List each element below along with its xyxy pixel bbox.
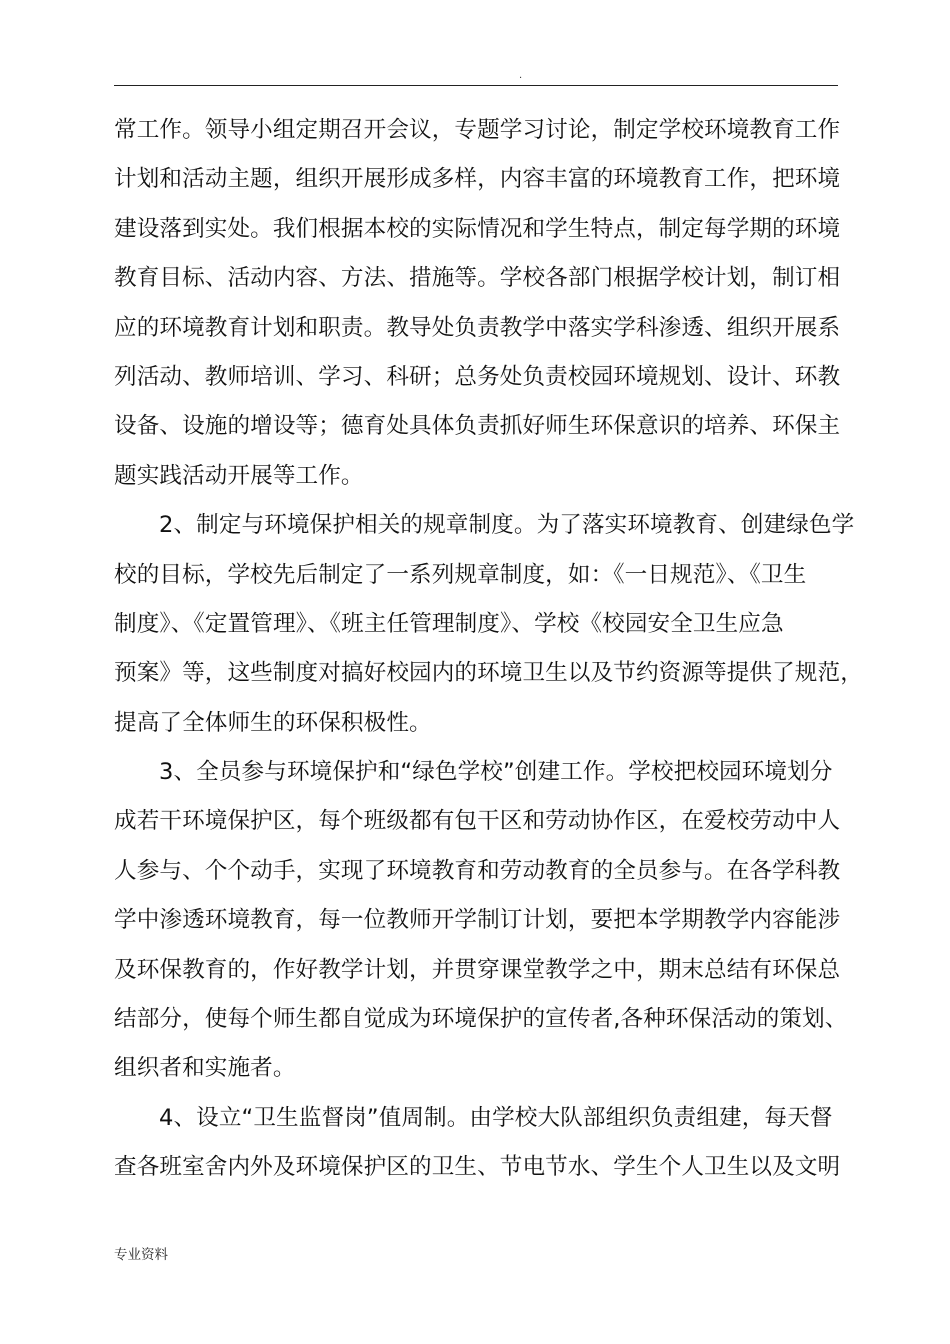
header-mark: . — [519, 70, 523, 81]
body-line: 人参与、个个动手，实现了环境教育和劳动教育的全员参与。在各学科教 — [114, 857, 841, 884]
body-line: 学中渗透环境教育，每一位教师开学制订计划，要把本学期教学内容能涉 — [114, 907, 841, 934]
body-line: 及环保教育的，作好教学计划，并贯穿课堂教学之中，期末总结有环保总 — [114, 956, 841, 983]
header-rule — [114, 85, 838, 86]
body-line: 列活动、教师培训、学习、科研；总务处负责校园环境规划、设计、环教 — [114, 363, 841, 390]
body-line: 设备、设施的增设等；德育处具体负责抓好师生环保意识的培养、环保主 — [114, 413, 841, 440]
body-line: 教育目标、活动内容、方法、措施等。学校各部门根据学校计划，制订相 — [114, 265, 841, 292]
body-line: 常工作。领导小组定期召开会议，专题学习讨论，制定学校环境教育工作 — [114, 117, 841, 143]
body-line: 组织者和实施者。 — [114, 1055, 296, 1082]
body-line: 预案》等，这些制度对搞好校园内的环境卫生以及节约资源等提供了规范， — [114, 660, 863, 687]
body-line: 建设落到实处。我们根据本校的实际情况和学生特点，制定每学期的环境 — [114, 215, 841, 242]
body-line: 题实践活动开展等工作。 — [114, 462, 364, 489]
footer-label: 专业资料 — [114, 1247, 168, 1263]
body-line: 校的目标，学校先后制定了一系列规章制度，如：《一日规范》、《卫生 — [114, 561, 807, 588]
body-line: 成若干环境保护区，每个班级都有包干区和劳动协作区，在爱校劳动中人 — [114, 808, 841, 835]
body-line: 查各班室舍内外及环境保护区的卫生、节电节水、学生个人卫生以及文明 — [114, 1154, 841, 1181]
document-body — [114, 106, 863, 1193]
body-line: 计划和活动主题，组织开展形成多样，内容丰富的环境教育工作，把环境 — [114, 166, 841, 193]
body-line: 制度》、《定置管理》、《班主任管理制度》、学校《校园安全卫生应急 — [114, 610, 784, 637]
paragraph-2-start: 2、制定与环境保护相关的规章制度。为了落实环境教育、创建绿色学 — [159, 512, 855, 539]
body-line: 提高了全体师生的环保积极性。 — [114, 709, 432, 736]
body-line: 应的环境教育计划和职责。教导处负责教学中落实学科渗透、组织开展系 — [114, 314, 841, 341]
paragraph-4-start: 4、设立“卫生监督岗”值周制。由学校大队部组织负责组建，每天督 — [159, 1104, 833, 1131]
body-line: 结部分，使每个师生都自觉成为环境保护的宣传者,各种环保活动的策划、 — [114, 1006, 848, 1033]
paragraph-3-start: 3、全员参与环境保护和“绿色学校”创建工作。学校把校园环境划分 — [159, 759, 833, 786]
